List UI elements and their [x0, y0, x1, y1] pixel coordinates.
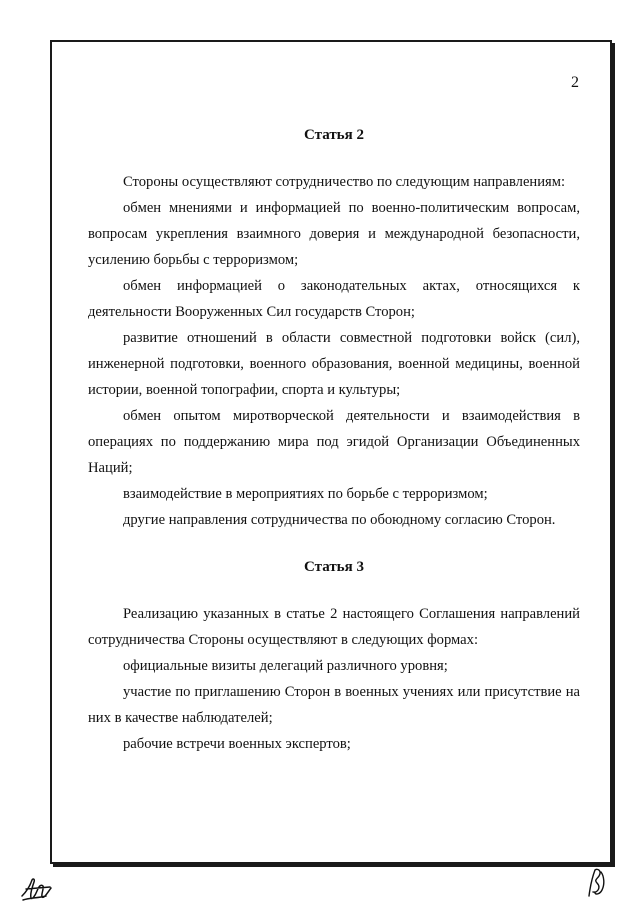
document-body [88, 122, 580, 757]
article-3-paragraph: рабочие встречи военных экспертов; [123, 736, 351, 752]
article-2-heading: Статья 2 [304, 127, 364, 143]
article-3-paragraph: официальные визиты делегаций различного уровня; [123, 658, 448, 674]
page-number: 2 [571, 74, 579, 91]
article-2-paragraph: взаимодействие в мероприятиях по борьбе с терроризмом; [123, 486, 488, 502]
article-2-paragraph: обмен опытом миротворческой деятельности и взаимодействия в операциях по поддержанию мира под эгидой Организации Объединенных Наций; [88, 408, 580, 476]
article-3-paragraph: Реализацию указанных в статье 2 настоящего Соглашения направлений сотрудничества Стороны осуществляют в следующих формах: [88, 606, 580, 648]
article-2-paragraph: развитие отношений в области совместной подготовки войск (сил), инженерной подготовки, военного образования, военной медицины, военной истории, военной топографии, спорта и культуры; [88, 330, 580, 398]
article-2-paragraph: обмен мнениями и информацией по военно-политическим вопросам, вопросам укрепления взаимного доверия и международной безопасности, усилению борьбы с терроризмом; [88, 200, 580, 268]
initials-signature-right [584, 866, 608, 898]
article-2-paragraph: другие направления сотрудничества по обоюдному согласию Сторон. [123, 512, 556, 528]
article-3-paragraph: участие по приглашению Сторон в военных учениях или присутствие на них в качестве наблюдателей; [88, 684, 580, 726]
initials-signature-left [20, 876, 56, 902]
article-3-heading: Статья 3 [304, 559, 364, 575]
page-frame [50, 40, 612, 864]
article-2-paragraph: Стороны осуществляют сотрудничество по следующим направлениям: [123, 174, 566, 190]
article-2-paragraph: обмен информацией о законодательных актах, относящихся к деятельности Вооруженных Сил государств Сторон; [88, 278, 580, 320]
